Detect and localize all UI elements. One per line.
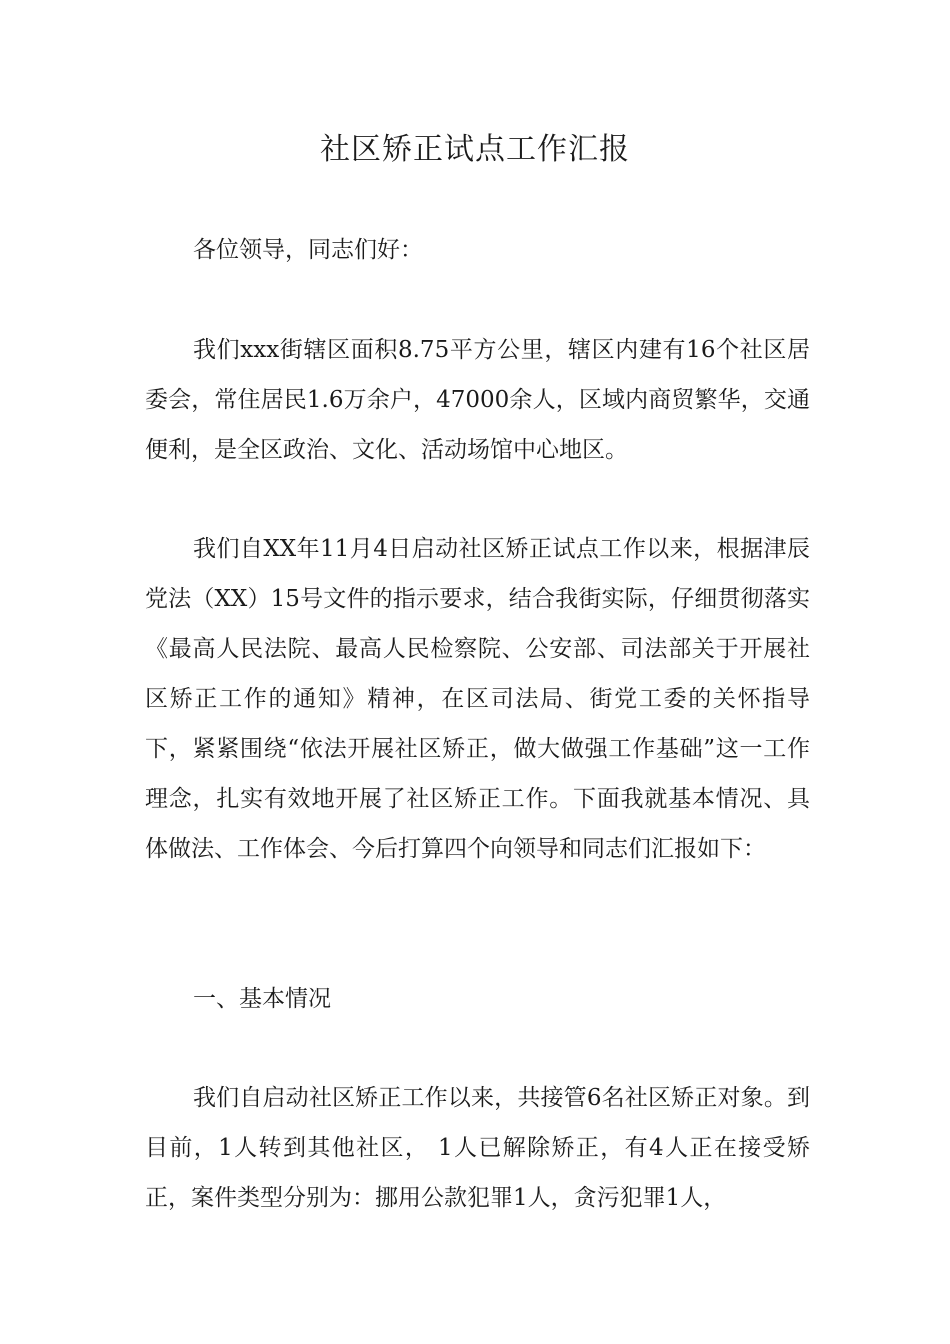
basic-situation-paragraph: 我们自启动社区矫正工作以来，共接管6名社区矫正对象。到目前，1人转到其他社区， 1人已解除矫正，有4人正在接受矫正，案件类型分别为：挪用公款犯罪1人，贪污犯罪1人， [145,1085,810,1211]
district-overview-paragraph: 我们xxx街辖区面积8.75平方公里，辖区内建有16个社区居委会，常住居民1.6万余户，47000余人，区域内商贸繁华，交通便利，是全区政治、文化、活动场馆中心地区。 [145,337,810,463]
section-heading-basic-situation: 一、基本情况 [193,986,331,1012]
greeting-paragraph: 各位领导，同志们好： [193,237,423,263]
document-title: 社区矫正试点工作汇报 [320,132,630,167]
pilot-work-intro-paragraph: 我们自XX年11月4日启动社区矫正试点工作以来，根据津辰党法（XX）15号文件的指示要求，结合我街实际，仔细贯彻落实《最高人民法院、最高人民检察院、公安部、司法部关于开展社区矫正工作的通知》精神，在区司法局、街党工委的关怀指导下，紧紧围绕“依法开展社区矫正，做大做强工作基础”这一工作理念，扎实有效地开展了社区矫正工作。下面我就基本情况、具体做法、工作体会、今后打算四个向领导和同志们汇报如下： [145,536,810,862]
